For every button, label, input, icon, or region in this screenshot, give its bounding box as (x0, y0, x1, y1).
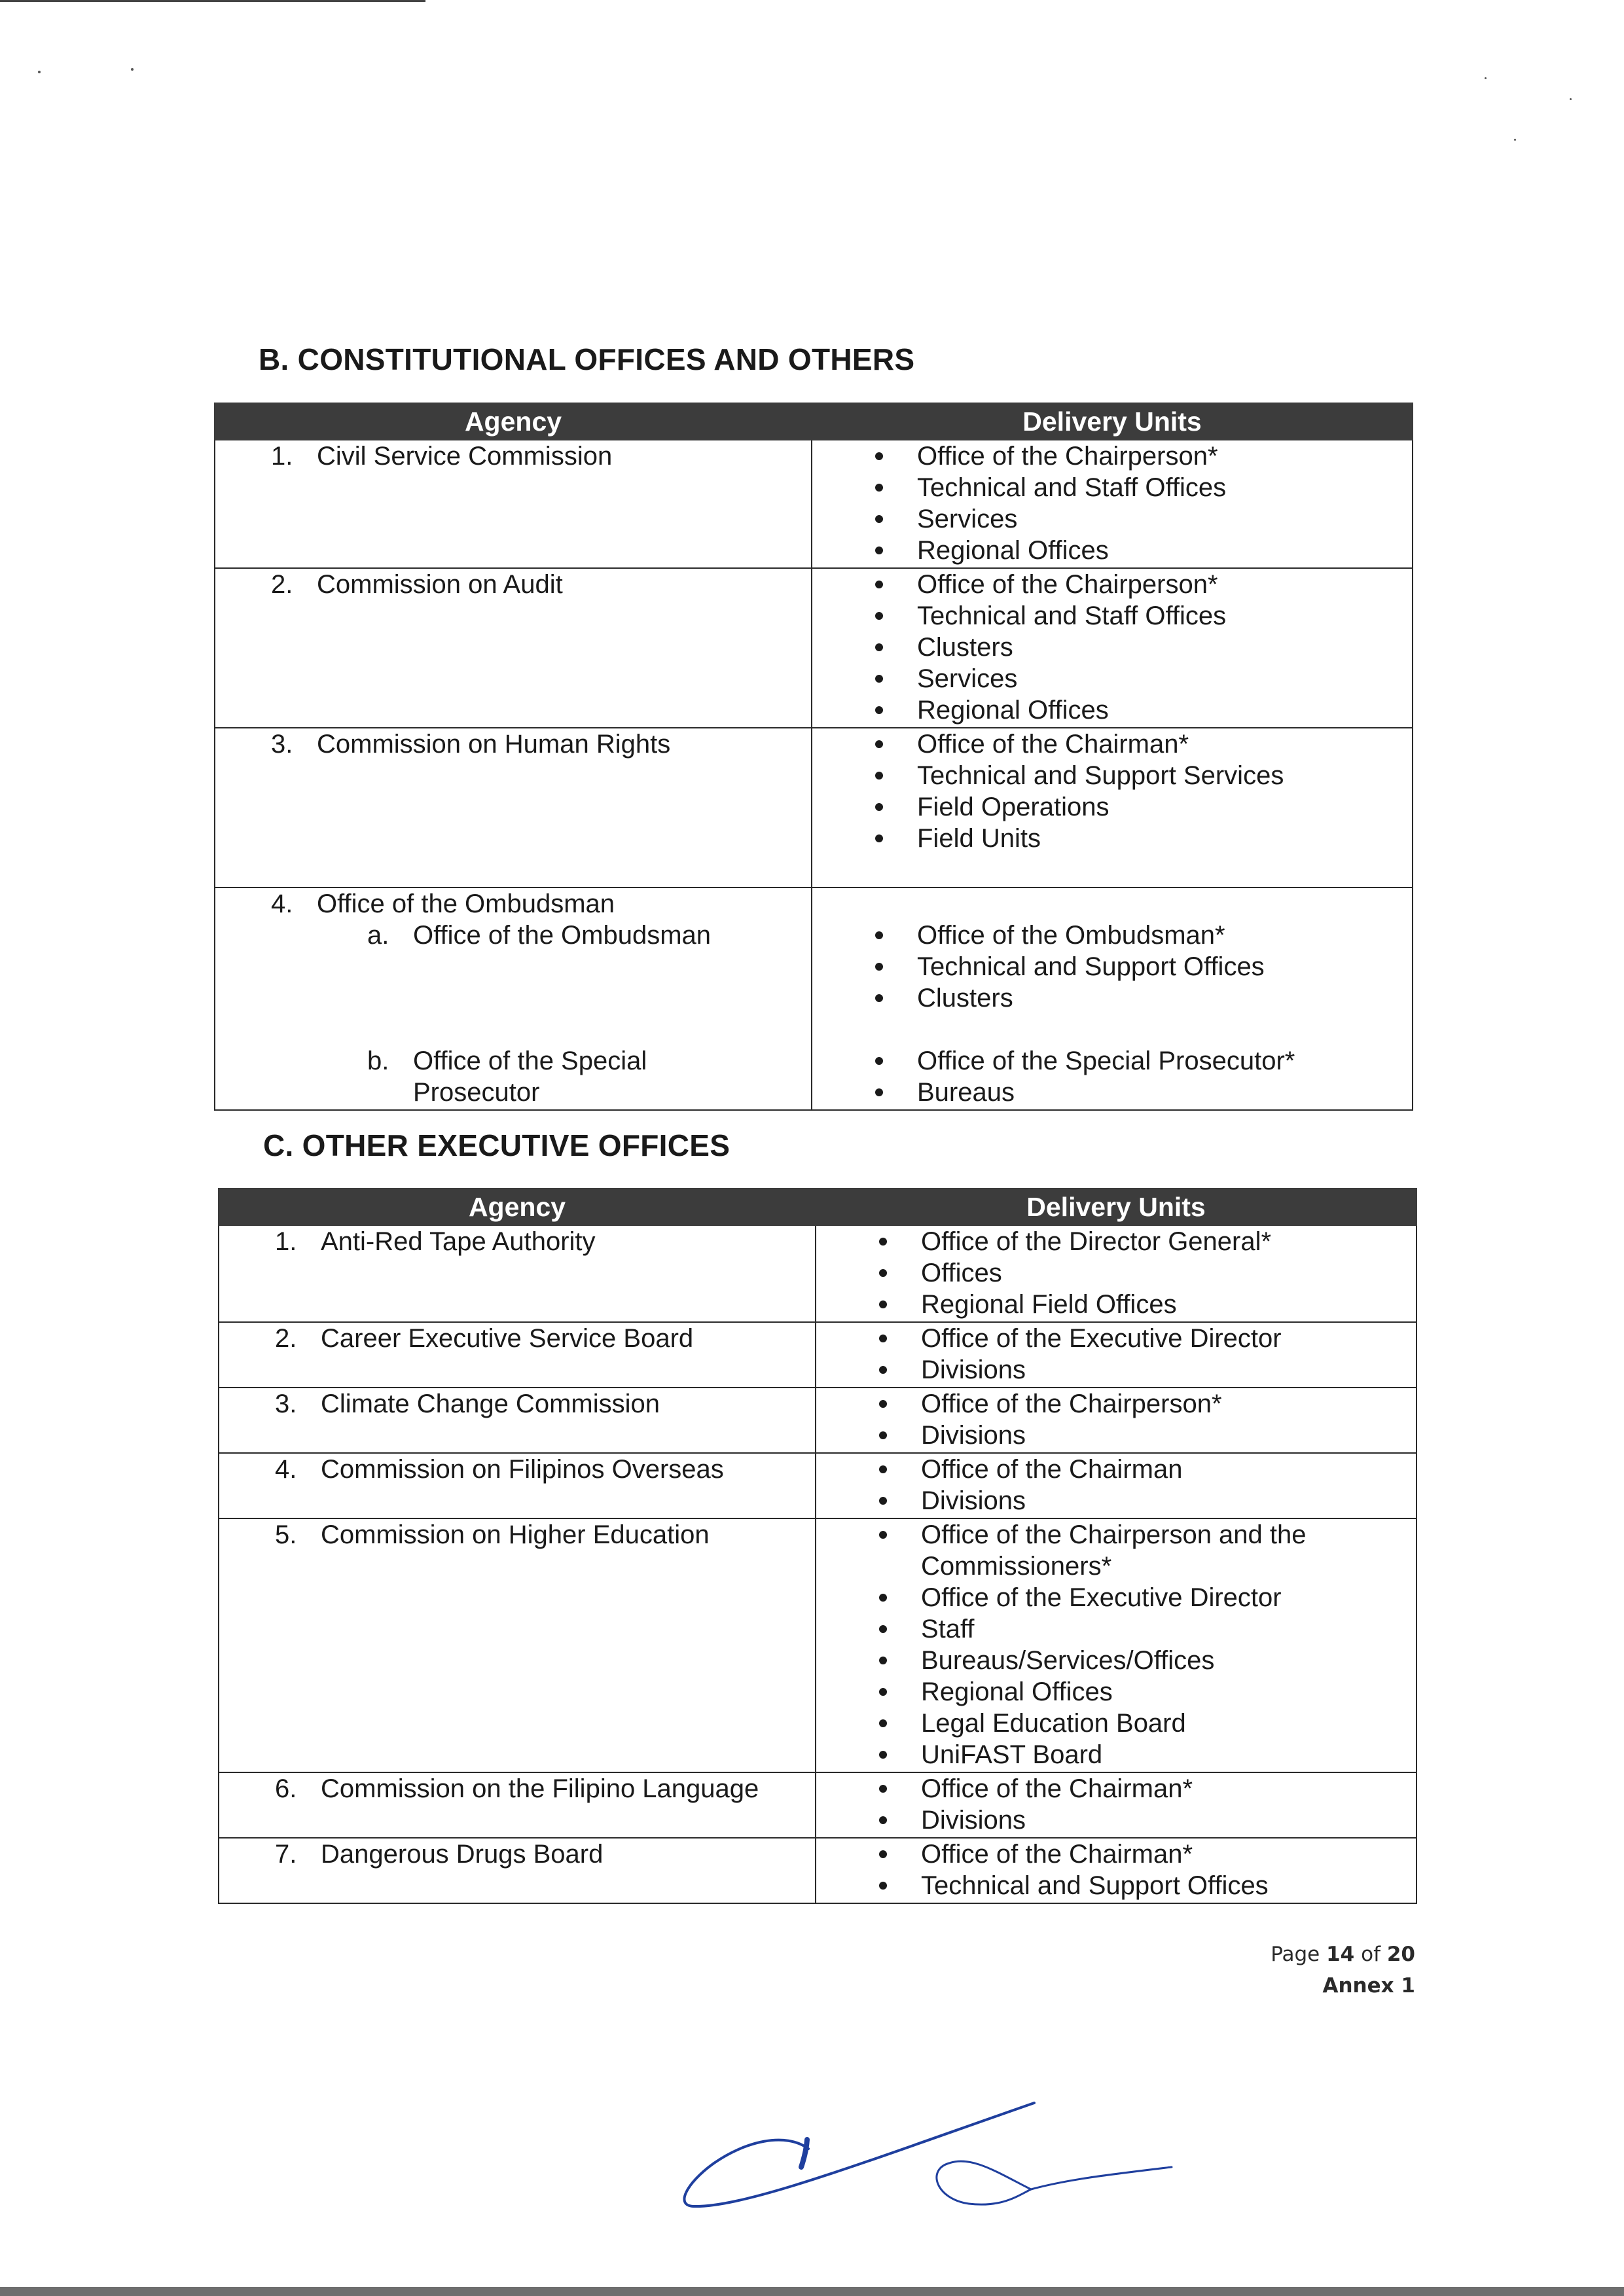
delivery-unit: Services (812, 503, 1405, 535)
scan-edge-bottom (0, 2287, 1624, 2296)
table-row (219, 1225, 1416, 1322)
delivery-unit: Office of the Executive Director (816, 1323, 1409, 1354)
table-row (215, 440, 1413, 568)
agency-name: Office of the Ombudsman (317, 889, 615, 918)
agency-column-header: Agency (219, 1189, 816, 1225)
annex-label: Annex 1 (1322, 1974, 1415, 1998)
sub-agency-letter: a. (367, 921, 389, 950)
scan-speck (38, 71, 41, 73)
agency-name: Civil Service Commission (317, 442, 613, 471)
page-prefix: Page (1271, 1943, 1320, 1966)
delivery-units-list (816, 1454, 1416, 1516)
page-total: 20 (1386, 1943, 1415, 1966)
delivery-unit: Office of the Special Prosecutor* (812, 1045, 1405, 1077)
delivery-units-list (812, 1045, 1412, 1108)
page-separator: of (1361, 1943, 1380, 1966)
scan-speck (1570, 98, 1572, 100)
page-footer (1271, 1939, 1415, 2001)
sub-agency-name: Office of the Ombudsman (413, 921, 712, 950)
delivery-units-list (812, 440, 1412, 566)
page-number (1271, 1939, 1415, 1970)
agency-number: 6. (275, 1774, 297, 1803)
delivery-unit: Regional Offices (816, 1676, 1409, 1708)
delivery-units-list (812, 920, 1412, 1014)
delivery-units-list (816, 1839, 1416, 1901)
signature-icon (674, 2091, 1185, 2219)
scan-speck (1514, 139, 1516, 141)
agency-name: Anti-Red Tape Authority (321, 1227, 596, 1256)
agency-number: 1. (275, 1227, 297, 1256)
table-row (215, 568, 1413, 728)
delivery-unit: Office of the Director General* (816, 1226, 1409, 1257)
delivery-unit: Field Operations (812, 791, 1405, 823)
scan-edge-top (0, 0, 425, 2)
agency-name: Commission on Higher Education (321, 1520, 710, 1549)
agency-name: Commission on the Filipino Language (321, 1774, 759, 1803)
delivery-unit: Services (812, 663, 1405, 694)
delivery-units-list (816, 1388, 1416, 1451)
delivery-units-list (816, 1323, 1416, 1386)
delivery-unit: Clusters (812, 982, 1405, 1014)
page-current: 14 (1326, 1943, 1355, 1966)
table-row (219, 1388, 1416, 1453)
section-b-title: B. CONSTITUTIONAL OFFICES AND OTHERS (259, 342, 915, 376)
agency-number: 2. (275, 1324, 297, 1353)
delivery-unit: Regional Offices (812, 535, 1405, 566)
delivery-unit: Office of the Chairperson* (816, 1388, 1409, 1420)
table-row (215, 728, 1413, 888)
delivery-unit: Office of the Chairperson* (812, 569, 1405, 600)
agency-name: Dangerous Drugs Board (321, 1840, 604, 1869)
delivery-unit: Bureaus/Services/Offices (816, 1645, 1409, 1676)
table-row (219, 1772, 1416, 1838)
delivery-unit: Divisions (816, 1354, 1409, 1386)
agency-name: Commission on Audit (317, 570, 563, 599)
delivery-unit: Office of the Executive Director (816, 1582, 1409, 1613)
delivery-unit: Regional Field Offices (816, 1289, 1409, 1320)
table-row (219, 1838, 1416, 1903)
delivery-unit: Technical and Support Services (812, 760, 1405, 791)
delivery-units-list (816, 1226, 1416, 1320)
delivery-units-list (812, 728, 1412, 854)
agency-number: 3. (275, 1390, 297, 1418)
delivery-unit: Regional Offices (812, 694, 1405, 726)
delivery-unit: Office of the Chairperson and the Commissioners* (816, 1519, 1409, 1582)
scan-speck (1485, 77, 1487, 79)
delivery-unit: Office of the Chairperson* (812, 440, 1405, 472)
delivery-unit: Staff (816, 1613, 1409, 1645)
delivery-unit: Clusters (812, 632, 1405, 663)
agency-number: 4. (271, 889, 293, 918)
delivery-unit: Technical and Staff Offices (812, 600, 1405, 632)
agency-number: 3. (271, 730, 293, 759)
delivery-units-list (816, 1519, 1416, 1770)
table-row (219, 1518, 1416, 1772)
delivery-unit: Office of the Chairman* (816, 1773, 1409, 1804)
delivery-unit: Divisions (816, 1804, 1409, 1836)
delivery-unit: Office of the Chairman (816, 1454, 1409, 1485)
table-row (219, 1322, 1416, 1388)
delivery-unit: Technical and Staff Offices (812, 472, 1405, 503)
table-row (215, 888, 1413, 1110)
delivery-unit: Divisions (816, 1485, 1409, 1516)
agency-number: 4. (275, 1455, 297, 1484)
delivery-unit: Office of the Chairman* (812, 728, 1405, 760)
delivery-unit: UniFAST Board (816, 1739, 1409, 1770)
delivery-unit: Bureaus (812, 1077, 1405, 1108)
section-c-title: C. OTHER EXECUTIVE OFFICES (263, 1128, 731, 1162)
agency-name: Commission on Filipinos Overseas (321, 1455, 724, 1484)
agency-name: Climate Change Commission (321, 1390, 660, 1418)
scan-speck (131, 68, 134, 71)
delivery-unit: Office of the Ombudsman* (812, 920, 1405, 951)
delivery-units-column-header: Delivery Units (812, 403, 1413, 440)
delivery-units-list (816, 1773, 1416, 1836)
delivery-unit: Divisions (816, 1420, 1409, 1451)
delivery-units-column-header: Delivery Units (816, 1189, 1416, 1225)
delivery-unit: Office of the Chairman* (816, 1839, 1409, 1870)
agency-number: 1. (271, 442, 293, 471)
delivery-unit: Legal Education Board (816, 1708, 1409, 1739)
agency-number: 2. (271, 570, 293, 599)
delivery-unit: Technical and Support Offices (812, 951, 1405, 982)
agency-number: 5. (275, 1520, 297, 1549)
delivery-unit: Offices (816, 1257, 1409, 1289)
sub-agency-letter: b. (367, 1047, 389, 1075)
agency-name: Career Executive Service Board (321, 1324, 694, 1353)
table-row (219, 1453, 1416, 1518)
sub-agency-name: Office of the Special Prosecutor (413, 1047, 647, 1107)
delivery-unit: Technical and Support Offices (816, 1870, 1409, 1901)
constitutional-offices-table (214, 403, 1413, 1111)
agency-name: Commission on Human Rights (317, 730, 671, 759)
delivery-unit: Field Units (812, 823, 1405, 854)
agency-number: 7. (275, 1840, 297, 1869)
other-executive-offices-table (218, 1188, 1417, 1904)
agency-column-header: Agency (215, 403, 812, 440)
delivery-units-list (812, 569, 1412, 726)
